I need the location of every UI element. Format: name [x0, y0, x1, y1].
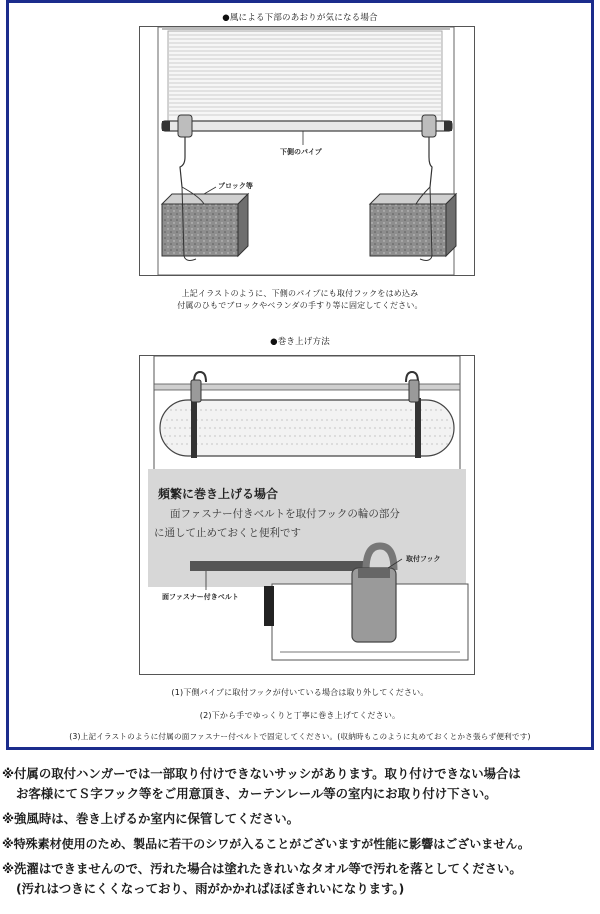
note-mounting-line2: お客様にてＳ字フック等をご用意頂き、カーテンレール等の室内にお取り付け下さい。 — [16, 786, 497, 801]
section2-illustration — [139, 355, 475, 675]
screen-mesh — [168, 31, 442, 121]
step-3: (3)上記イラストのように付属の面ファスナー付ベルトで固定してください。(収納時もこのように丸めておくとかさ張らず便利です) — [69, 732, 531, 741]
label-pipe: 下側のパイプ — [280, 148, 322, 156]
note-wind — [2, 809, 598, 829]
note-mounting — [2, 764, 598, 804]
note-washing-line2: (汚れはつきにくくなっており、雨がかかればほぼきれいになります。) — [16, 881, 405, 896]
tip-text-line1: 面ファスナー付きベルトを取付フックの輪の部分 — [170, 508, 400, 520]
section1-illustration — [139, 26, 475, 276]
right-block — [370, 187, 456, 260]
screen-hanging-diagram — [140, 27, 474, 275]
section1-caption-line2: 付属のひもでブロックやベランダの手すり等に固定してください。 — [177, 301, 423, 310]
note-washing — [2, 859, 598, 899]
bottom-pipe — [162, 121, 452, 131]
step-2: (2)下から手でゆっくりと丁寧に巻き上げてください。 — [199, 711, 401, 720]
notes-list — [2, 764, 598, 899]
section2-heading: ●巻き上げ方法 — [270, 337, 330, 347]
section1-caption-line1: 上記イラストのように、下側のパイプにも取付フックをはめ込み — [181, 289, 419, 298]
label-block: ブロック等 — [218, 182, 253, 190]
step-1: (1)下側パイプに取付フックが付いている場合は取り外してください。 — [171, 688, 429, 697]
section1-heading: ●風による下部のあおりが気になる場合 — [222, 13, 378, 23]
note-mounting-line1: ※付属の取付ハンガーでは一部取り付けできないサッシがあります。取り付けできない場合は — [2, 766, 521, 781]
note-washing-line1: ※洗濯はできませんので、汚れた場合は塗れたきれいなタオル等で汚れを落としてください。 — [2, 861, 522, 876]
rolling-up-diagram — [140, 356, 474, 674]
rolled-screen — [160, 398, 454, 458]
note-wind-line1: ※強風時は、巻き上げるか室内に保管してください。 — [2, 811, 300, 826]
belt-strip — [190, 561, 364, 571]
label-hook: 取付フック — [406, 555, 441, 563]
left-hook-icon — [178, 115, 192, 187]
tip-title: 頻繁に巻き上げる場合 — [158, 487, 279, 501]
note-material — [2, 834, 598, 854]
tip-text-line2: に通して止めておくと便利です — [154, 527, 301, 539]
right-hook-icon — [422, 115, 436, 187]
left-block — [162, 187, 248, 260]
note-material-line1: ※特殊素材使用のため、製品に若干のシワが入ることがございますが性能に影響はございません。 — [2, 837, 530, 851]
label-belt: 面ファスナー付きベルト — [162, 593, 239, 601]
